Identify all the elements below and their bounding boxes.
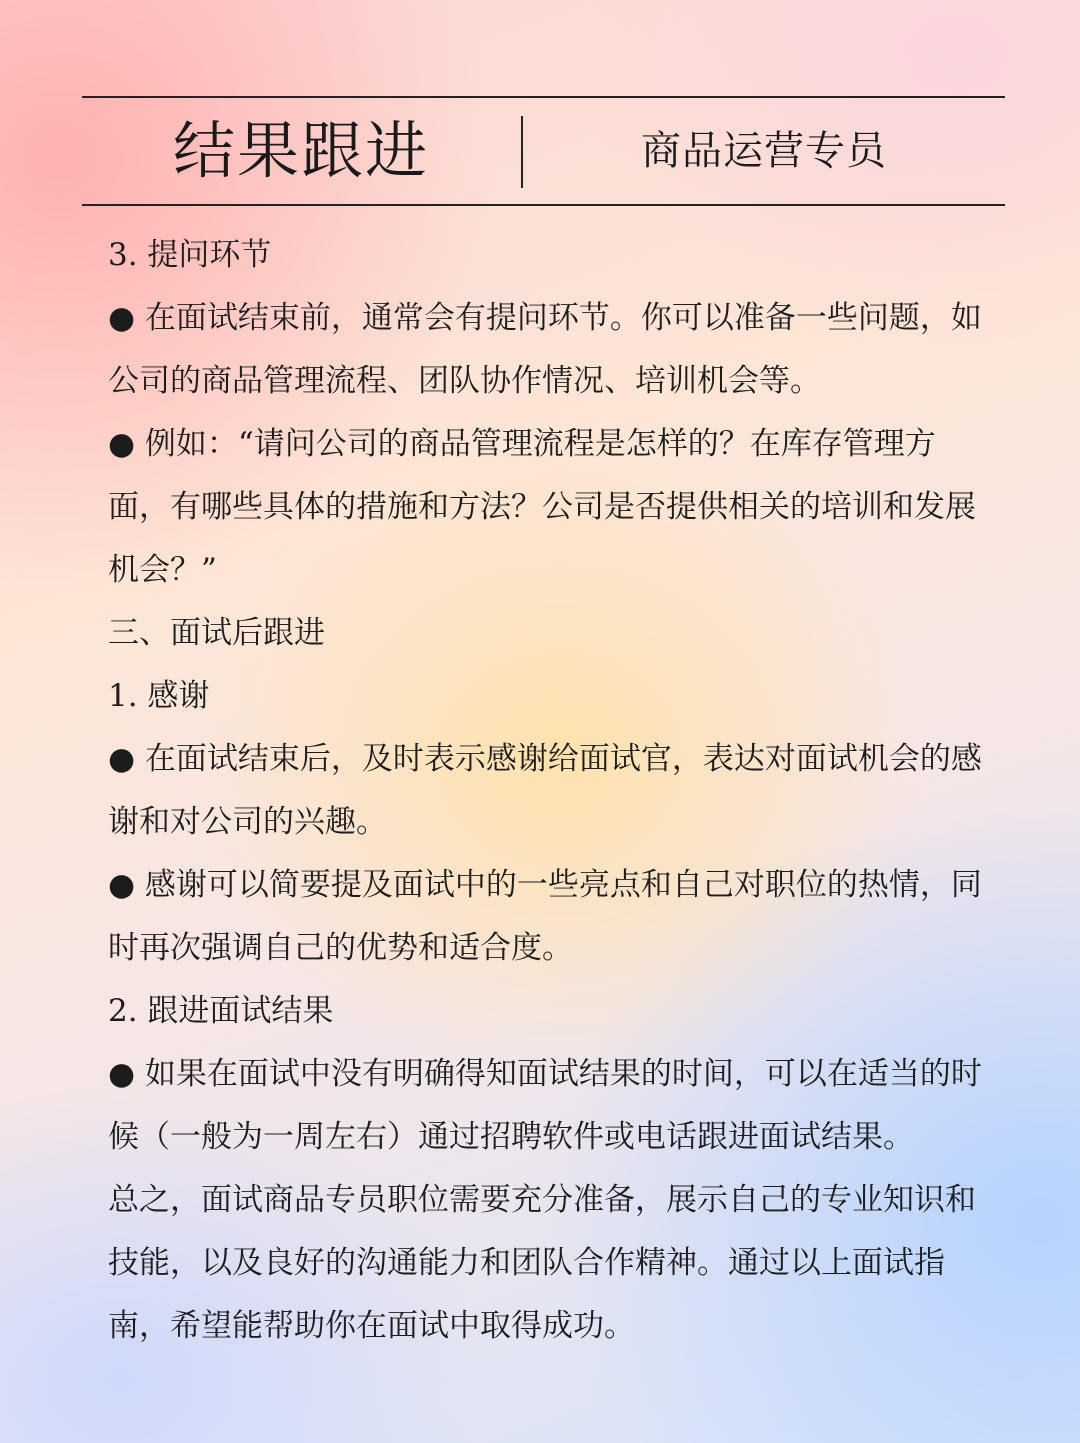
subsection-heading-results: 2. 跟进面试结果 (108, 993, 334, 1029)
summary-text-line: 总之，面试商品专员职位需要充分准备，展示自己的专业知识和 (108, 1182, 976, 1218)
bullet-text-line: 机会？” (108, 552, 217, 588)
bullet-text-line: 谢和对公司的兴趣。 (108, 804, 387, 840)
bullet-text-line: ● 在面试结束后，及时表示感谢给面试官，表达对面试机会的感 (108, 741, 982, 777)
summary-text-line: 南，希望能帮助你在面试中取得成功。 (108, 1308, 635, 1344)
section-heading-questions: 3. 提问环节 (108, 237, 272, 273)
bullet-text-line: ● 如果在面试中没有明确得知面试结果的时间，可以在适当的时 (108, 1056, 982, 1092)
page-subtitle: 商品运营专员 (641, 128, 887, 174)
bullet-text-line: ● 在面试结束前，通常会有提问环节。你可以准备一些问题，如 (108, 300, 982, 336)
article-body (108, 224, 982, 1358)
bullet-text-line: 时再次强调自己的优势和适合度。 (108, 930, 573, 966)
bullet-text-line: ● 例如：“请问公司的商品管理流程是怎样的？在库存管理方 (108, 426, 936, 462)
header-box (82, 96, 1005, 206)
subsection-heading-thanks: 1. 感谢 (108, 678, 210, 714)
bullet-text-line: ● 感谢可以简要提及面试中的一些亮点和自己对职位的热情，同 (108, 867, 982, 903)
section-heading-followup: 三、面试后跟进 (108, 615, 325, 651)
page-title: 结果跟进 (172, 114, 429, 187)
summary-text-line: 技能，以及良好的沟通能力和团队合作精神。通过以上面试指 (108, 1245, 945, 1281)
bullet-text-line: 公司的商品管理流程、团队协作情况、培训机会等。 (108, 363, 821, 399)
bullet-text-line: 面，有哪些具体的措施和方法？公司是否提供相关的培训和发展 (108, 489, 976, 525)
bullet-text-line: 候（一般为一周左右）通过招聘软件或电话跟进面试结果。 (108, 1119, 914, 1155)
